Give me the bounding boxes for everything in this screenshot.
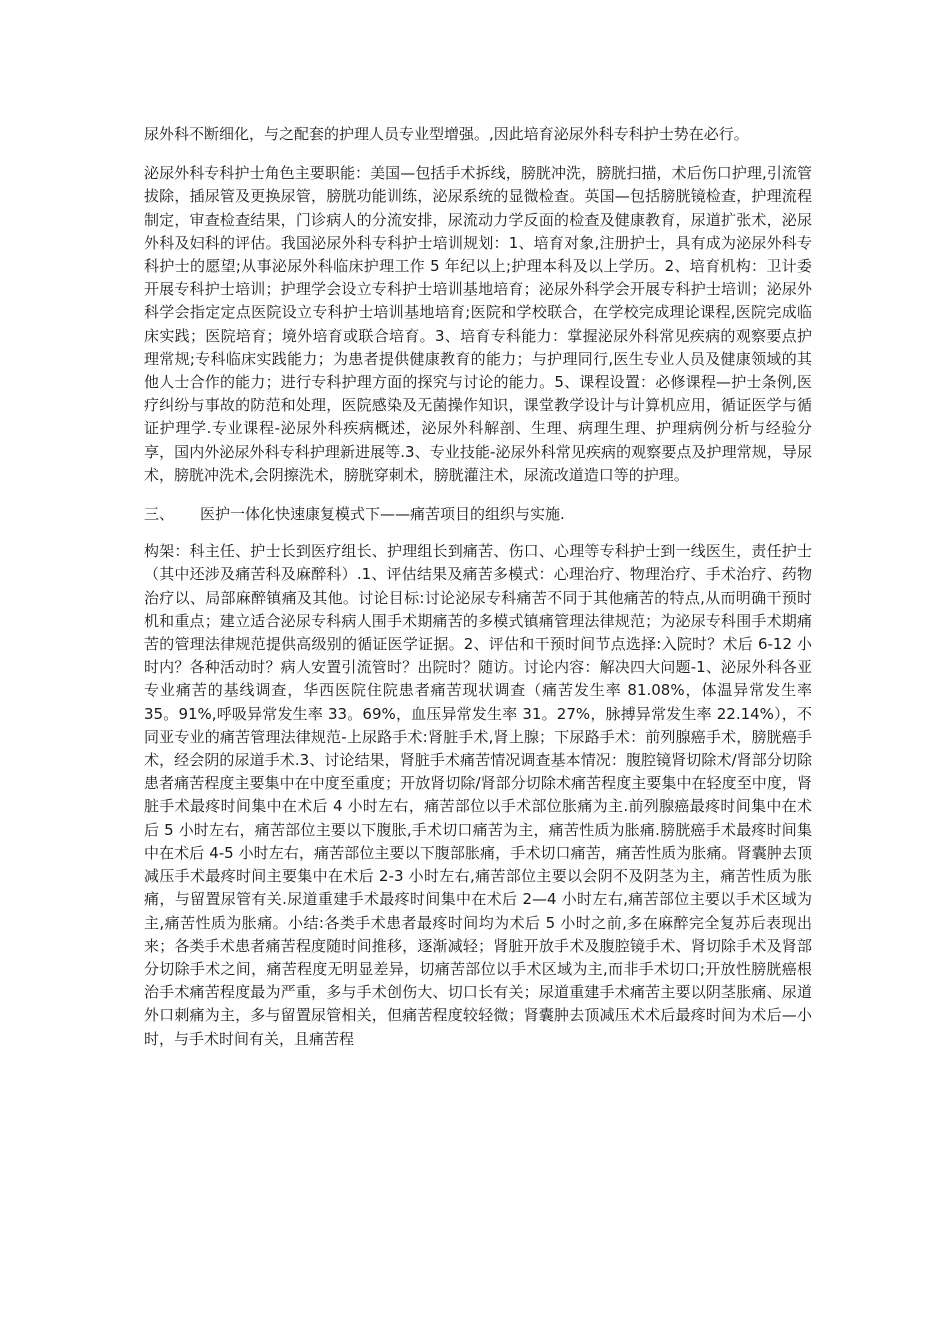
- section-number: 三、: [144, 505, 175, 524]
- paragraph-nurse-roles: 泌尿外科专科护士角色主要职能：美国—包括手术拆线，膀胱冲洗，膀胱扫描，术后伤口护理,引流管拔除，插尿管及更换尿管，膀胱功能训练，泌尿系统的显微检查。英国—包括膀胱镜检查，护理流程制定，审查检查结果，门诊病人的分流安排，尿流动力学反面的检查及健康教育，尿道扩张术，泌尿外科及妇科的评估。我国泌尿外科专科护士培训规划：1、培育对象,注册护士，具有成为泌尿外科专科护士的愿望;从事泌尿外科临床护理工作 5 年纪以上;护理本科及以上学历。2、培育机构：卫计委开展专科护士培训；护理学会设立专科护士培训基地培育；泌尿外科学会开展专科护士培训；泌尿外科学会指定定点医院设立专科护士培训基地培育;医院和学校联合，在学校完成理论课程,医院完成临床实践；医院培育；境外培育或联合培育。3、培育专科能力：掌握泌尿外科常见疾病的观察要点护理常规;专科临床实践能力；为患者提供健康教育的能力；与护理同行,医生专业人员及健康领域的其他人士合作的能力；进行专科护理方面的探究与讨论的能力。5、课程设置：必修课程—护士条例,医疗纠纷与事故的防范和处理，医院感染及无菌操作知识，课堂教学设计与计算机应用，循证医学与循证护理学.专业课程-泌尿外科疾病概述，泌尿外科解剖、生理、病理生理、护理病例分析与经验分享，国内外泌尿外科专科护理新进展等.3、专业技能-泌尿外科常见疾病的观察要点及护理常规，导尿术，膀胱冲洗术,会阴擦洗术，膀胱穿刺术，膀胱灌注术，尿流改道造口等的护理。: [144, 164, 812, 484]
- section-heading: [144, 503, 812, 526]
- paragraph-intro: 尿外科不断细化，与之配套的护理人员专业型增强。,因此培育泌尿外科专科护士势在必行。: [144, 125, 749, 143]
- section-title: 医护一体化快速康复模式下——痛苦项目的组织与实施.: [200, 505, 565, 524]
- document-body: [144, 123, 812, 1067]
- paragraph-pain-project: 构架：科主任、护士长到医疗组长、护理组长到痛苦、伤口、心理等专科护士到一线医生，责任护士（其中还涉及痛苦科及麻醉科）.1、评估结果及痛苦多模式：心理治疗、物理治疗、手术治疗、药物治疗以、局部麻醉镇痛及其他。讨论目标:讨论泌尿专科痛苦不同于其他痛苦的特点,从而明确干预时机和重点；建立适合泌尿专科病人围手术期痛苦的多模式镇痛管理法律规范；为泌尿专科围手术期痛苦的管理法律规范提供高级别的循证医学证据。2、评估和干预时间节点选择:入院时？术后 6-12 小时内？各种活动时？病人安置引流管时？出院时？随访。讨论内容：解决四大问题-1、泌尿外科各亚专业痛苦的基线调查，华西医院住院患者痛苦现状调查（痛苦发生率 81.08%，体温异常发生率 35。91%,呼吸异常发生率 33。69%，血压异常发生率 31。27%，脉搏异常发生率 22.14%），不同亚专业的痛苦管理法律规范-上尿路手术:肾脏手术,肾上腺；下尿路手术：前列腺癌手术，膀胱癌手术，经会阴的尿道手术.3、讨论结果，肾脏手术痛苦情况调查基本情况：腹腔镜肾切除术/肾部分切除患者痛苦程度主要集中在中度至重度；开放肾切除/肾部分切除术痛苦程度主要集中在轻度至中度，肾脏手术最疼时间集中在术后 4 小时左右，痛苦部位以手术部位胀痛为主.前列腺癌最疼时间集中在术后 5 小时左右，痛苦部位主要以下腹胀,手术切口痛苦为主，痛苦性质为胀痛.膀胱癌手术最疼时间集中在术后 4-5 小时左右，痛苦部位主要以下腹部胀痛，手术切口痛苦，痛苦性质为胀痛。肾囊肿去顶减压手术最疼时间主要集中在术后 2-3 小时左右,痛苦部位主要以会阴不及阴茎为主，痛苦性质为胀痛，与留置尿管有关.尿道重建手术最疼时间集中在术后 2—4 小时左右,痛苦部位主要以手术区域为主,痛苦性质为胀痛。小结:各类手术患者最疼时间均为术后 5 小时之前,多在麻醉完全复苏后表现出来；各类手术患者痛苦程度随时间推移，逐渐减轻；肾脏开放手术及腹腔镜手术、肾切除手术及肾部分切除手术之间，痛苦程度无明显差异，切痛苦部位以手术区域为主,而非手术切口;开放性膀胱癌根治手术痛苦程度最为严重，多与手术创伤大、切口长有关；尿道重建手术痛苦主要以阴茎胀痛、尿道外口刺痛为主，多与留置尿管相关，但痛苦程度较轻微；肾囊肿去顶减压术术后最疼时间为术后—小时，与手术时间有关，且痛苦程: [144, 542, 812, 1048]
